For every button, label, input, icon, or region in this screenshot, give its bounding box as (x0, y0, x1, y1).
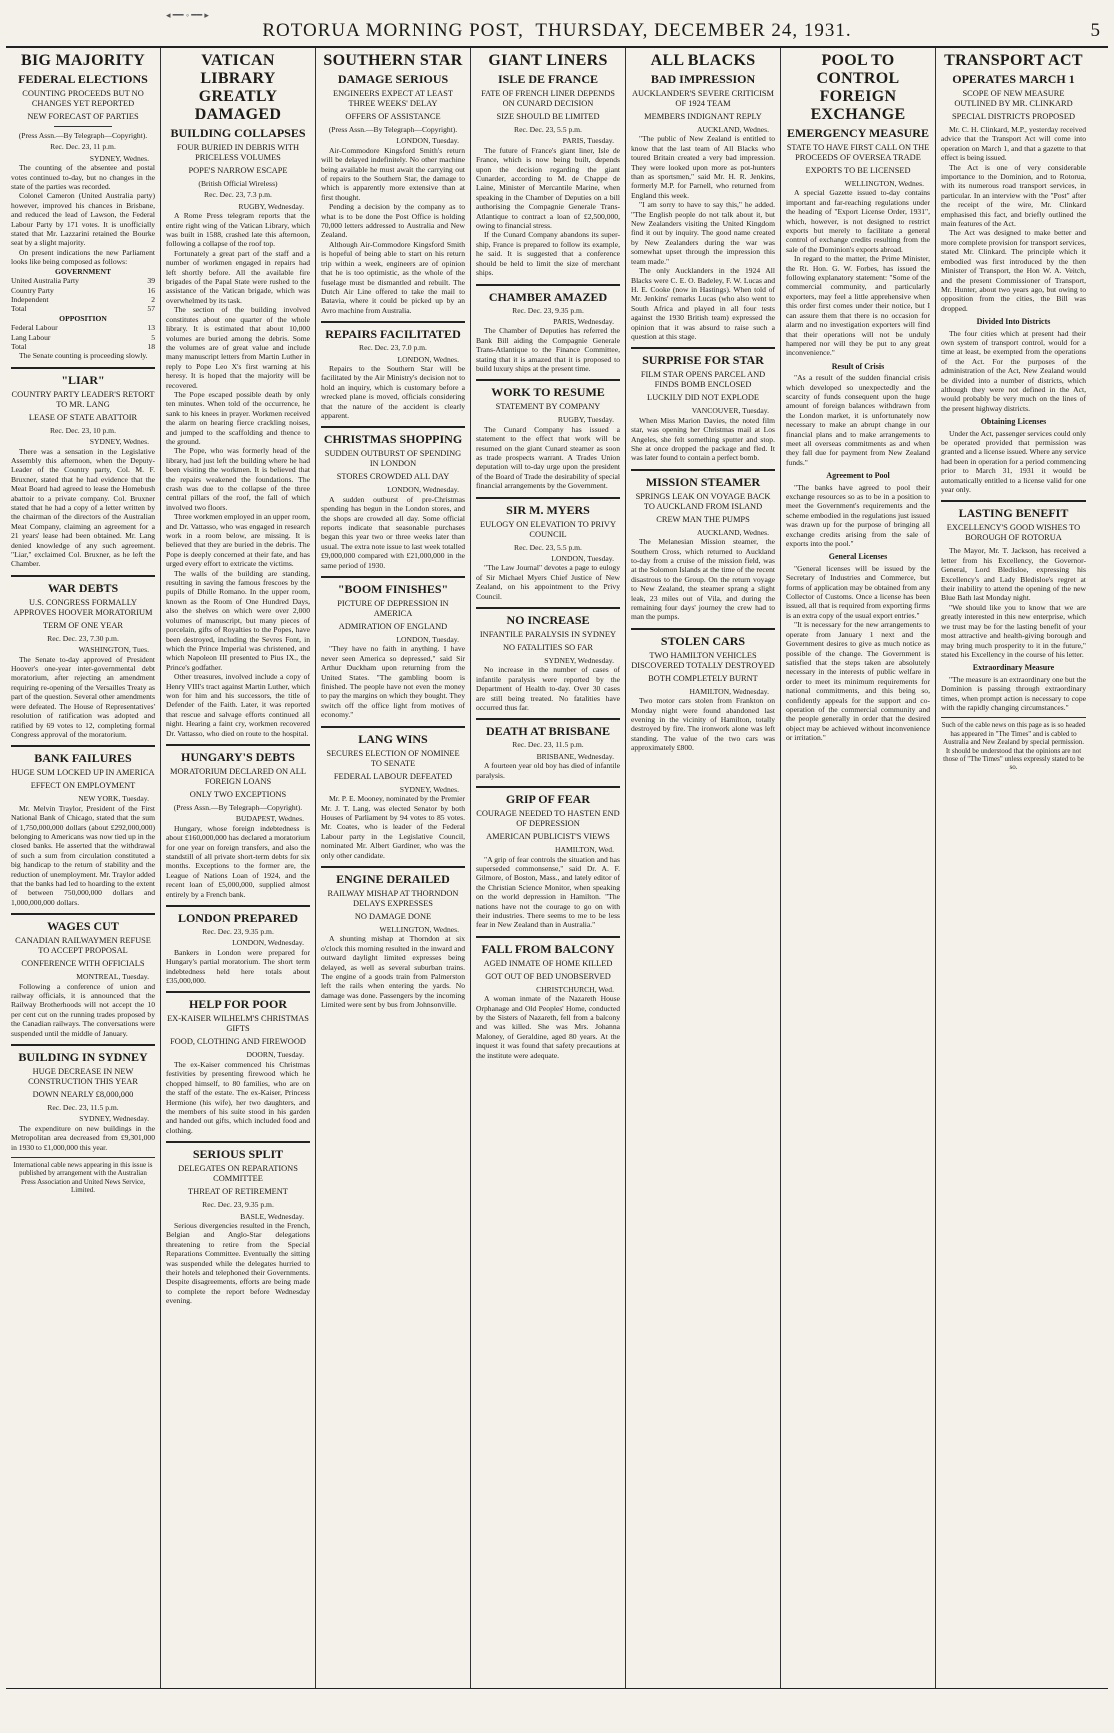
headline: "LIAR" (61, 372, 105, 387)
place-line: LONDON, Tuesday. (551, 554, 614, 563)
headline: WAGES CUT (47, 919, 119, 934)
deck: MEMBERS INDIGNANT REPLY (644, 112, 762, 121)
headline: FALL FROM BALCONY (481, 941, 615, 956)
party-total: Total 57 (11, 304, 155, 314)
dateline: Rec. Dec. 23, 11.5 p.m. (512, 740, 584, 750)
subheadline: FEDERAL ELECTIONS (18, 72, 148, 86)
paragraph: There was a sensation in the Legislative Assembly this afternoon, when the Deputy-Leader of the Country party, Col. M. F. Bruxner, stated that he had evidence that the Meat Board had agreed to lease the Homebush abattoir to a private company. Col. Bruxner stated that he had a copy of a letter written by the chairman of the directors of the Australian Meat Company, claiming an agreement for a 21 years' lease had been obtained. Mr. Lang denied knowledge of any such agreement. "Liar," exclaimed Col. Bruxner, as he left the Chamber. (11, 446, 155, 569)
headline: POOL TO CONTROL FOREIGN EXCHANGE (810, 52, 906, 123)
deck: FOUR BURIED IN DEBRIS WITH PRICELESS VOLUMES (176, 143, 300, 162)
place-line: CHRISTCHURCH, Wed. (536, 984, 614, 994)
headline: LONDON PREPARED (177, 911, 299, 926)
section-subhead: General Licenses (828, 552, 888, 562)
dateline: Rec. Dec. 23, 9.35 p.m. (202, 927, 274, 937)
footnote: International cable news appearing in this issue is published by arrangement with the Australian Press Association and United News Service, Limited. (11, 1157, 155, 1195)
deck: AGED INMATE OF HOME KILLED (483, 958, 613, 968)
paragraph: "We should like you to know that we are greatly interested in this new enterprise, which we trust may be for the lasting benefit of your most attractive and health-giving borough and may bring much prosperity to it in the future," stated his Excellency in the course of his letter. (941, 602, 1086, 659)
place-line: PARIS, Wednesday. (553, 316, 614, 326)
paragraph: The only Aucklanders in the 1924 All Blacks were C. E. O. Badeley, F. W. Lucas and H. E. Cooke (now in Hastings). When told of Mr. Jenkins' remarks Lucas (who also went to South Africa and played in all four tests against the 1930 British team) expressed the opinion that it was absurd to raise such a question at this stage. (631, 266, 775, 341)
deck: BOTH COMPLETELY BURNT (648, 673, 758, 683)
paragraph: The Melanesian Mission steamer, the Southern Cross, which returned to Auckland to-day from a cruise of the mission field, was at the Solomon Islands at the time of the recent disastrous to the Group. On the return voyage to New Zealand, the steamer sprang a slight leak, 23 miles out of Vila, and during the remaining four days' journey the crew had to man the pumps. (631, 537, 775, 622)
paragraph: Repairs to the Southern Star will be facilitated by the Air Ministry's decision not to hold an inquiry, which is customary before a wrecked plane is moved, officials considering that the nature of the accident is clearly apparent. (321, 363, 465, 420)
deck: COUNTRY PARTY LEADER'S RETORT TO MR. LANG (11, 389, 155, 409)
deck: CANADIAN RAILWAYMEN REFUSE TO ACCEPT PROPOSAL (15, 936, 151, 956)
paragraph: The Cunard Company has issued a statement to the effect that work will be resumed on the giant Cunard steamer as soon as trade prospects warrant. A Trades Union deputation will to-day urge upon the president of the Board of Trade the desirability of special financial arrangements by the Government. (476, 424, 620, 491)
paragraph: The Senate to-day approved of President Hoover's one-year inter-governmental debt moratorium, after rejecting an amendment requiring re-opening of the Versailles Treaty as part of the question. Several other amendments were defeated. The House of Representatives' resolution of ratification was adopted and ratified by 69 votes to 12, completing formal Congress approval of the moratorium. (11, 654, 155, 739)
headline: BIG MAJORITY (20, 52, 146, 69)
party-row: Lang Labour 5 (11, 332, 155, 342)
paragraph: Air-Commodore Kingsford Smith's return will be delayed indefinitely. No other machine being available he must await the carrying out of repairs to the Southern Star, the damage to which is apparently more extensive than at first thought. (321, 145, 465, 202)
deck: SCOPE OF NEW MEASURE OUTLINED BY MR. CLINKARD (954, 89, 1073, 108)
deck: NO DAMAGE DONE (354, 911, 432, 921)
headline: HELP FOR POOR (188, 997, 287, 1012)
place-line: LONDON, Wednes. (397, 354, 459, 364)
dateline: Rec. Dec. 23, 9.35 p.m. (512, 305, 584, 315)
dateline: Rec. Dec. 23, 11 p.m. (50, 142, 116, 152)
paragraph: In regard to the matter, the Prime Minister, the Rt. Hon. G. W. Forbes, has issued the following explanatory statement: "Some of the commercial community, and particularly exporters, may feel a little apprehensive when this order first comes under their notice, but I can assure them that there is no occasion for alarm and no investigation exporters will find that their operations will not be unduly hampered nor will they be put to any great inconvenience." (786, 254, 930, 358)
paragraph: Fortunately a great part of the staff and a number of workmen engaged in repairs had left shortly before. All the available fire brigades of the Papal State were rushed to the assistance of the Vatican brigade, which was overwhelmed by its task. (166, 248, 310, 305)
dateline: Rec. Dec. 23, 10 p.m. (49, 425, 116, 435)
deck: DELEGATES ON REPARATIONS COMMITTEE (178, 1164, 298, 1184)
deck: NEW FORECAST OF PARTIES (27, 112, 139, 121)
paragraph: "The Law Journal" devotes a page to eulogy of Sir Michael Myers Chief Justice of New Zealand, on his appointment to the Privy Council. (476, 563, 620, 601)
section-subhead: Result of Crisis (831, 361, 885, 371)
press-credit: (Press Assn.—By Telegraph—Copyright). (18, 131, 148, 140)
party-row: United Australia Party 39 (11, 276, 155, 286)
paragraph: "The banks have agreed to pool their exchange resources so as to be in a position to meet the Government's requirements and the scheme embodied in the regulations just issued was drawn up for the purpose of bringing all exchange credits arising from the sale of exports into the pool." (786, 482, 930, 549)
place-line: SYDNEY, Wednes. (89, 437, 149, 447)
paragraph: On present indications the new Parliament looks like being composed as follows: (11, 247, 155, 267)
deck: RAILWAY MISHAP AT THORNDON DELAYS EXPRESSES (327, 888, 459, 908)
paragraph: Colonel Cameron (United Australia party) however, improved his chances in Brisbane, and reduced the lead of Lawson, the Federal Labour Party by 171 votes. It is unofficially stated that Mr. Lazzarini retained the Bourke seat by a slight majority. (11, 191, 155, 248)
subheadline: DAMAGE SERIOUS (337, 72, 449, 86)
subheadline: BAD IMPRESSION (650, 72, 756, 86)
deck: PICTURE OF DEPRESSION IN AMERICA (337, 599, 449, 619)
paragraph: "As a result of the sudden financial crisis which developed so unexpectedly and the scarcity of funds consequent upon the huge amount of foreign balances withdrawn from the London market, it is unfortunately now necessary to make an abrupt change in our financial plans and to make arrangements to meet all overseas commitments as and when they fall due for payment from New Zealand funds." (786, 373, 930, 467)
paragraph: No increase in the number of cases of infantile paralysis were reported by the Department of Health to-day. Over 30 cases are still being treated. No fatalities have occurred thus far. (476, 665, 620, 713)
deck: COURAGE NEEDED TO HASTEN END OF DEPRESSION (476, 809, 620, 829)
headline: LASTING BENEFIT (958, 506, 1069, 521)
place-line: HAMILTON, Wed. (555, 845, 614, 855)
paragraph: The four cities which at present had their own system of transport control, would for a time at least, be exempted from the operations of the Act. For the purposes of the administration of the Act, New Zealand would be divided into a number of districts, which although they were not defined in the Act, would probably be very much on the lines of the present highway districts. (941, 328, 1086, 413)
deck: STORES CROWDED ALL DAY (336, 472, 450, 482)
deck: FILM STAR OPENS PARCEL AND FINDS BOMB ENCLOSED (640, 370, 766, 390)
paragraph: "They have no faith in anything. I have never seen America so depressed," said Sir Arthur Duckham upon returning from the United States. "The gambling boom is finished. The people have not even the money to pay the margins on which they bought. They switch off the office light from motives of economy." (321, 644, 465, 720)
deck: THREAT OF RETIREMENT (188, 1187, 288, 1197)
deck: EULOGY ON ELEVATION TO PRIVY COUNCIL (479, 519, 616, 539)
place-line: AUCKLAND, Wednes. (696, 125, 769, 134)
headline: CHAMBER AMAZED (488, 289, 608, 304)
deck: SPRINGS LEAK ON VOYAGE BACK TO AUCKLAND FROM ISLAND (635, 491, 771, 511)
party-row: Independent 2 (11, 294, 155, 304)
paragraph: The Act was designed to make better and more complete provision for transport services, stated Mr. Clinkard. The principle which it embodied was first introduced by the then Minister of Transport, the Hon W. A. Veitch, and the present Commissioner of Transport, Mr. Hunter, about two years ago, but owing to opposition from the cities, the Bill was dropped. (941, 228, 1086, 313)
paragraph: The ex-Kaiser commenced his Christmas festivities by presenting firewood which he chopped himself, to 80 families, who are on the staff of the estate. The ex-Kaiser, Princess Hermione (his wife), her two daughters, and the members of his suite stood in his garden and handed out gifts, which included food and clothing. (166, 1059, 310, 1135)
place-line: LONDON, Wednesday. (232, 938, 304, 948)
masthead-ornament: ◂ ━━ ◦ ━━ ▸ (166, 10, 209, 20)
place-line: BRISBANE, Wednesday. (536, 751, 614, 761)
paragraph: "I am sorry to have to say this," he added. "The English people do not talk about it, but New Zealanders visiting the United Kingdom find it out by inquiry. The good name created by New Zealanders during the war was somewhat upset through the impression this team made." (631, 200, 775, 266)
column-7 (936, 48, 1091, 1688)
dateline: Rec. Dec. 23, 7.3 p.m. (204, 190, 272, 200)
paragraph: Hungary, whose foreign indebtedness is about £160,000,000 has declared a moratorium for one year on foreign transfers, and also the standstill of all private short-term debts for six months. Exceptions to the former are, the League of Nations Loan of 1924, and the recent loan of £5,000,000, supplied almost entirely by a French bank. (166, 823, 310, 899)
columns (6, 48, 1108, 1689)
table-heading: OPPOSITION (59, 313, 107, 323)
paragraph: The Pope, who was formerly head of the library, had just left the building where he had been visiting the workmen. It is believed that the repairs weakened the foundations. The crash was due to the collapse of the three central pillars of the roof, the fall of which involved two floors. (166, 446, 310, 512)
deck: FEDERAL LABOUR DEFEATED (333, 771, 453, 781)
place-line: RUGBY, Wednesday. (238, 201, 304, 211)
paragraph: Two motor cars stolen from Frankton on Monday night were found abandoned last evening in the vicinity of Hamilton, totally destroyed by fire. The ironwork alone was left standing. The value of the two cars was approximately £800. (631, 696, 775, 753)
table-heading: GOVERNMENT (54, 266, 112, 276)
paragraph: The counting of the absentee and postal votes continued to-day, but no changes in the state of the parties was recorded. (11, 163, 155, 192)
paragraph: If the Cunard Company abandons its super-ship, France is prepared to follow its example, he said. It is suggested that a conference should be held to limit the size of merchant ships. (476, 230, 620, 278)
dateline: Rec. Dec. 23, 7.0 p.m. (359, 343, 427, 353)
deck: TERM OF ONE YEAR (43, 620, 123, 630)
paragraph: Mr. Melvin Traylor, President of the First National Bank of Chicago, stated that the sum of 1,750,000,000 dollars (about £292,000,000) belonging to Americans was now tied up in the closed banks. He asserted that the withdrawal of such a sum from circulation constituted a big handicap to the return of stability and the reduction of unemployment. Mr. Traylor added that the banks had led to hoarding to the extent of between 750,000,000 dollars and 1,000,000,000 dollars. (11, 803, 155, 907)
paragraph: Mr. C. H. Clinkard, M.P., yesterday received advice that the Transport Act will come into operation on March 1, and that a gazette to that effect is being issued. (941, 125, 1086, 163)
press-credit: (British Official Wireless) (198, 179, 278, 188)
place-line: PARIS, Tuesday. (562, 136, 614, 146)
dateline: Rec. Dec. 23, 9.35 p.m. (202, 1200, 274, 1210)
deck: LUCKILY DID NOT EXPLODE (647, 393, 759, 403)
paragraph: The Senate counting is proceeding slowly. (19, 351, 148, 361)
headline: STOLEN CARS (660, 633, 746, 648)
paragraph: The expenditure on new buildings in the Metropolitan area decreased from £9,301,000 in 1930 to £1,000,000 this year. (11, 1123, 155, 1152)
deck: SUDDEN OUTBURST OF SPENDING IN LONDON (324, 449, 462, 469)
deck: HUGE SUM LOCKED UP IN AMERICA (11, 768, 155, 778)
column-5 (626, 48, 781, 1688)
deck: INFANTILE PARALYSIS IN SYDNEY (479, 630, 617, 640)
deck: ONLY TWO EXCEPTIONS (189, 789, 287, 799)
paragraph: When Miss Marion Davies, the noted film star, was opening her Christmas mail at Los Angeles, she felt something sputter and stop. She at once dropped the package and fled. It was later found to contain a perfect bomb. (631, 415, 775, 463)
deck: AUCKLANDER'S SEVERE CRITICISM OF 1924 TEAM (631, 89, 775, 108)
deck: FOOD, CLOTHING AND FIREWOOD (170, 1037, 306, 1047)
deck: SECURES ELECTION OF NOMINEE TO SENATE (326, 748, 460, 768)
place-line: WELLINGTON, Wednes. (844, 179, 924, 188)
paragraph: The walls of the building are standing, resulting in saving the famous frescoes by the pupils of Dhille Romano. In the upper room, known as the Room of One Hundred Days, also the shelves on which were over 2,000 volumes of manuscript, but many pieces of porcelain, gifts of Royalties to the Popes, have been destroyed, including the Sevres Font, in which the Prince Imperial was christened, and which Napoleon III presented to Pius IX., the Prince's godfather. (166, 568, 310, 672)
party-total: Total 18 (11, 341, 155, 351)
paragraph: A fourteen year old boy has died of infantile paralysis. (476, 761, 620, 780)
paragraph: Bankers in London were prepared for Hungary's partial moratorium. The short term indebtedness held here totals about £35,000,000. (166, 947, 310, 986)
place-line: MONTREAL, Tuesday. (76, 972, 149, 982)
dateline: Rec. Dec. 23, 7.30 p.m. (47, 633, 119, 643)
place-line: VANCOUVER, Tuesday. (691, 406, 769, 416)
headline: HUNGARY'S DEBTS (181, 749, 295, 764)
section-subhead: Obtaining Licenses (980, 417, 1047, 427)
place-line: NEW YORK, Tuesday. (78, 794, 149, 804)
paragraph: "The public of New Zealand is entitled to know that the last team of All Blacks who toured Britain created a very bad impression. They were looked upon more as pot-hunters than as sportsmen," said Mr. H. R. Jenkins, formerly M.P. for Parnell, who returned from England this week. (631, 134, 775, 200)
place-line: BUDAPEST, Wednes. (235, 814, 304, 824)
deck: OFFERS OF ASSISTANCE (345, 112, 441, 121)
place-line: DOORN, Tuesday. (246, 1050, 304, 1060)
dateline: Rec. Dec. 23, 11.5 p.m. (47, 1103, 119, 1113)
place-line: LONDON, Wednesday. (387, 485, 459, 495)
party-row: Country Party 16 (11, 285, 155, 295)
deck: NO FATALITIES SO FAR (503, 643, 593, 653)
deck: AMERICAN PUBLICIST'S VIEWS (486, 832, 610, 842)
paragraph: The Pope escaped possible death by only ten minutes. When told of the occurrence, he sank to his knees in prayer. Workmen received the alarm on hearing fierce crackling noises, and jumped to the scaffolding and thence to the ground. (166, 389, 310, 446)
deck: DOWN NEARLY £8,000,000 (32, 1090, 134, 1100)
paragraph: Under the Act, passenger services could only be operated provided that permission was granted and a license issued. Where any service had been in operation for a period commencing prior to March 31, 1931 it would be automatically entitled to a license valid for one year only. (941, 428, 1086, 495)
paragraph: Other treasures, involved include a copy of Henry VIII's tract against Martin Luther, which won for him and his successors, the title of Defender of the Faith. Later, it was reported that rescue and salvage efforts continued all night. Hearing a faint cry, workmen recovered Dr. Vattasso, who died on route to the hospital. (166, 672, 310, 738)
paragraph: Three workmen employed in an upper room, and Dr. Vattasso, who was engaged in research work in a room below, are missing. It is believed that they are buried in the debris. The Pope is deeply concerned at their fate, and has urged every effort to extricate the victims. (166, 512, 311, 569)
headline: SIR M. MYERS (506, 502, 590, 517)
headline: ENGINE DERAILED (336, 871, 450, 886)
paragraph: The future of France's giant liner, Isle de France, which is now being built, depends upon the decision regarding the giant Cunarder, according to M. de Chappe de Laine, Minister of Mercantile Marine, when speaking in the Chamber of Deputies on a bill authorising the Compagnie Generale Trans-Atlantique to contract a loan of £2,500,000, owing to financial stress. (476, 145, 620, 231)
place-line: LONDON, Tuesday. (396, 635, 459, 645)
paragraph: "A grip of fear controls the situation and has superseded commonsense," said Dr. A. F. Gilmore, of Boston, Mass., and lately editor of the Christian Science Monitor, when speaking on the world depression in Hamilton. "The nations have not the courage to go on with their industries. There seems to me to be less fear in New Zealand than in Australia." (476, 854, 620, 930)
deck: U.S. CONGRESS FORMALLY APPROVES HOOVER MORATORIUM (13, 597, 153, 617)
section-subhead: Extraordinary Measure (972, 663, 1055, 673)
paragraph: A sudden outburst of pre-Christmas spending has begun in the London stores, and the shops are crowded all day. Some official reports indicate that seasonable purchases began this year two or three weeks later than usual. The extra note issue to last week totalled £9,000,000 compared with £21,000,000 in the same period of 1930. (321, 494, 465, 570)
column-6 (781, 48, 936, 1688)
paragraph: Serious divergencies resulted in the French, Belgian and Anglo-Star delegations threatening to retire from the Special Reparations Committee. Eventually the sitting was suspended while the delegates hurried to their hotels and telephoned their Governments. Despite disagreements, efforts are being made to complete the report before Wednesday evening. (166, 1220, 310, 1306)
paragraph: "It is necessary for the new arrangements to operate from January 1 next and the Government desires to give as much notice as possible of the change. The Government is satisfied that the steps taken are absolutely necessary in the interests of public welfare in order to meet its minimum requirements for national commitments, and this being so, confidently appeals for the support and co-operation of the commercial community and the people generally in order that the desired object may be achieved without inconvenience or irritation." (786, 620, 930, 743)
deck: FATE OF FRENCH LINER DEPENDS ON CUNARD DECISION (481, 89, 615, 108)
headline: BANK FAILURES (34, 751, 132, 766)
deck: TWO HAMILTON VEHICLES DISCOVERED TOTALLY DESTROYED (631, 650, 775, 670)
paragraph: The Act is one of very considerable importance to the Dominion, and to Rotorua, with its numerous road transport services, in particular. In an interview with the "Post" after the receipt of the wire, Mr. Clinkard emphasised this fact, and briefly outlined the main features of the Act. (941, 162, 1086, 229)
deck: ADMIRATION OF ENGLAND (338, 622, 448, 632)
deck: GOT OUT OF BED UNOBSERVED (485, 971, 611, 981)
deck: SIZE SHOULD BE LIMITED (496, 112, 600, 121)
deck: COUNTING PROCEEDS BUT NO CHANGES YET REPORTED (22, 89, 144, 108)
section-subhead: Agreement to Pool (826, 471, 890, 481)
headline: SURPRISE FOR STAR (642, 353, 764, 368)
headline: TRANSPORT ACT (944, 52, 1083, 69)
footnote: Such of the cable news on this page as is so headed has appeared in "The Times" and is cabled to Australia and New Zealand by special permission. It should be understood that the opinions are not those of "The Times" unless expressly stated to be so. (941, 717, 1086, 771)
paragraph: "The measure is an extraordinary one but the Dominion is passing through extraordinary times, when prompt action is necessary to cope with the rapidly changing circumstances." (941, 674, 1086, 712)
place-line: SYDNEY, Wednes. (399, 784, 459, 794)
deck: EFFECT ON EMPLOYMENT (30, 781, 136, 791)
headline: DEATH AT BRISBANE (485, 724, 611, 739)
press-credit: (Press Assn.—By Telegraph—Copyright). (328, 125, 458, 134)
deck: EX-KAISER WILHELM'S CHRISTMAS GIFTS (167, 1014, 309, 1034)
deck: CONFERENCE WITH OFFICIALS (21, 959, 145, 969)
headline: CHRISTMAS SHOPPING (323, 432, 463, 447)
column-4 (471, 48, 626, 1688)
paragraph: The Mayor, Mr. T. Jackson, has received a letter from his Excellency, the Governor-General, Lord Bledisloe, expressing his Excellency's and Lady Bledisloe's regret at their inability to attend the opening of the new Blue Bath last Monday night. (941, 546, 1086, 603)
headline: WORK TO RESUME (491, 385, 605, 400)
headline: SERIOUS SPLIT (192, 1147, 284, 1162)
headline: VATICAN LIBRARY GREATLY DAMAGED (194, 52, 282, 123)
column-3 (316, 48, 471, 1688)
place-line: LONDON, Tuesday. (396, 136, 459, 146)
headline: LANG WINS (358, 731, 428, 746)
dateline: Rec. Dec. 23, 5.5 p.m. (514, 125, 582, 134)
place-line: SYDNEY, Wednes. (89, 153, 149, 163)
deck: STATE TO HAVE FIRST CALL ON THE PROCEEDS OF OVERSEA TRADE (786, 143, 930, 162)
headline: GRIP OF FEAR (505, 792, 591, 807)
deck: EXPORTS TO BE LICENSED (805, 166, 911, 175)
headline: BUILDING IN SYDNEY (18, 1050, 148, 1065)
party-row: Federal Labour 13 (11, 323, 155, 333)
headline: "BOOM FINISHES" (337, 582, 449, 597)
paragraph: Although Air-Commodore Kingsford Smith is hopeful of being able to start on his return trip within a week, engineers are of opinion that he is too optimistic, as the whole of the fuselage must be dismantled and rebuilt. The Dutch Air Line offered to take the mail to Batavia, where it could be picked up by an Avro machine from Australia. (321, 239, 465, 315)
headline: SOUTHERN STAR (323, 52, 463, 69)
paragraph: "General licenses will be issued by the Secretary of Industries and Commerce, but forms of application may be obtained from any Collector of Customs. Once a license has been issued, all that is required from exporting firms is an extra copy of the usual export entries." (786, 563, 930, 620)
deck: HUGE DECREASE IN NEW CONSTRUCTION THIS YEAR (28, 1067, 138, 1087)
deck: STATEMENT BY COMPANY (495, 402, 601, 412)
paragraph: Pending a decision by the company as to what is to be done the Post Office is holding 70,000 letters addressed to Australia and New Zealand. (321, 202, 465, 240)
paragraph: The section of the building involved constitutes about one quarter of the whole library. It is estimated that about 10,000 volumes are buried among the debris. Some the volumes are of great value and include many manuscript letters from Martin Luther in reply to Pope Leo X's first warning at his heresy. It is hoped that the majority will be recovered. (166, 305, 310, 390)
paragraph: A special Gazette issued to-day contains important and far-reaching regulations under the heading of "Export License Order, 1931", which, however, is not designed to restrict exports but merely to facilitate a general control of exchange credits resulting from the sale of the Dominion's exports abroad. (786, 188, 930, 254)
subheadline: ISLE DE FRANCE (497, 72, 599, 86)
paragraph: A woman inmate of the Nazareth House Orphanage and Old Peoples' Home, conducted by the Sisters of Nazareth, fell from a balcony and was killed. She was Mrs. Johanna Maloney, of Geraldine, aged 80 years. At the inquest it was found that safety precautions at the institute were adequate. (476, 994, 620, 1060)
column-1 (6, 48, 161, 1688)
deck: SPECIAL DISTRICTS PROPOSED (951, 112, 1075, 121)
page-number: 5 (1090, 20, 1100, 41)
section-subhead: Divided Into Districts (976, 317, 1051, 327)
paragraph: The Chamber of Deputies has referred the Bank Bill aiding the Compagnie Generale Trans-Atlantique to the Finance Committee, stating that it is amazed that it is proposed to build luxury ships at the present time. (476, 326, 620, 373)
deck: LEASE OF STATE ABATTOIR (28, 412, 138, 422)
deck: ENGINEERS EXPECT AT LEAST THREE WEEKS' DELAY (333, 89, 453, 108)
dateline: Rec. Dec. 23, 5.5 p.m. (514, 542, 582, 552)
paragraph: A shunting mishap at Thorndon at six o'clock this morning resulted in the inward and outward daylight limited expresses being delayed, as well as several suburban trains. The engine of a goods train from Palmerston left the rails when entering the yards. No damage was done. Passengers by the incoming Limited were sent by bus from Johnsonville. (321, 934, 465, 1010)
headline: MISSION STEAMER (645, 474, 761, 489)
headline: REPAIRS FACILITATED (325, 327, 461, 342)
place-line: SYDNEY, Wednesday. (544, 656, 614, 666)
paragraph: A Rome Press telegram reports that the entire right wing of the Vatican Library, which was built in 1588, crashed late this afternoon, following a collapse of the roof top. (166, 211, 310, 249)
place-line: WELLINGTON, Wednes. (379, 924, 459, 934)
headline: GIANT LINERS (488, 52, 608, 69)
place-line: HAMILTON, Wednesday. (689, 686, 769, 696)
headline: ALL BLACKS (650, 52, 756, 69)
place-line: AUCKLAND, Wednes. (696, 527, 769, 537)
press-credit: (Press Assn.—By Telegraph—Copyright). (173, 802, 303, 812)
masthead (6, 4, 1108, 48)
deck: MORATORIUM DECLARED ON ALL FOREIGN LOANS (170, 766, 306, 786)
place-line: SYDNEY, Wednesday. (79, 1114, 149, 1124)
paragraph: Following a conference of union and railway officials, it is announced that the Railway Brotherhoods will not accept the 10 per cent cut on the running trades proposed by the Canadian railways. The conversations were suspended until the middle of January. (11, 981, 155, 1038)
place-line: BASLE, Wednesday. (240, 1211, 304, 1221)
deck: CREW MAN THE PUMPS (656, 514, 750, 524)
place-line: WASHINGTON, Tues. (78, 645, 149, 655)
subheadline: EMERGENCY MEASURE (787, 126, 929, 140)
place-line: RUGBY, Tuesday. (557, 415, 614, 425)
column-2 (161, 48, 316, 1688)
masthead-title: ROTORUA MORNING POST, THURSDAY, DECEMBER 24, 1931. (262, 20, 852, 41)
paragraph: Mr. P. E. Mooney, nominated by the Premier Mr. J. T. Lang, was elected Senator by both Houses of Parliament by 94 votes to 85 votes. Mr. Coates, who is leader of the Federal Labour party in the Legislative Council, nominated Mr. Albert Gardiner, who was the only other candidate. (321, 794, 465, 860)
subheadline: OPERATES MARCH 1 (952, 72, 1075, 86)
headline: WAR DEBTS (47, 580, 119, 595)
headline: NO INCREASE (506, 613, 590, 628)
subheadline: BUILDING COLLAPSES (170, 126, 306, 140)
deck: EXCELLENCY'S GOOD WISHES TO BOROUGH OF ROTORUA (946, 523, 1081, 543)
deck: POPE'S NARROW ESCAPE (188, 166, 288, 175)
